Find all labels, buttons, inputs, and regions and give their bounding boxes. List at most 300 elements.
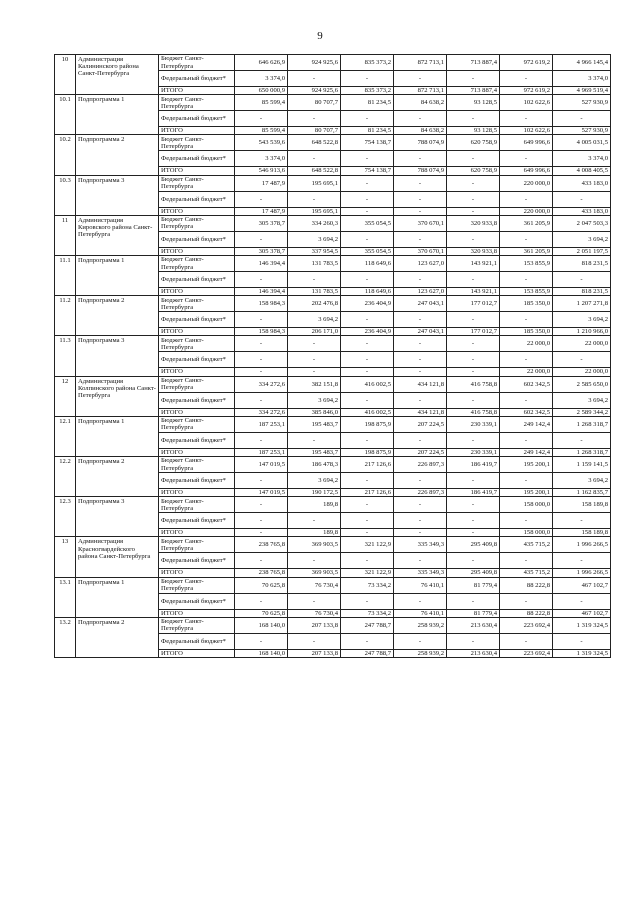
funding-source: Бюджет Санкт-Петербурга: [159, 457, 235, 473]
total-value: 416 002,5: [341, 408, 394, 416]
federal-budget-value: -: [288, 151, 341, 167]
federal-budget-value: -: [553, 633, 611, 649]
spb-budget-value: -: [341, 497, 394, 513]
total-value: 81 779,4: [447, 609, 500, 617]
funding-source: Федеральный бюджет*: [159, 473, 235, 489]
funding-source: Федеральный бюджет*: [159, 312, 235, 328]
total-value: 650 000,9: [235, 87, 288, 95]
total-value: -: [394, 207, 447, 215]
total-value: 185 350,0: [500, 328, 553, 336]
spb-budget-value: 433 183,0: [553, 175, 611, 191]
spb-budget-value: 602 342,5: [500, 376, 553, 392]
row-spb-budget: [55, 215, 611, 231]
total-value: 416 758,8: [447, 408, 500, 416]
item-number: 11.1: [55, 256, 76, 296]
total-value: 236 404,9: [341, 328, 394, 336]
federal-budget-value: 3 374,0: [553, 151, 611, 167]
spb-budget-value: 186 419,7: [447, 457, 500, 473]
federal-budget-value: -: [394, 111, 447, 127]
federal-budget-value: 3 694,2: [553, 231, 611, 247]
spb-budget-value: 22 000,0: [553, 336, 611, 352]
total-value: 2 589 344,2: [553, 408, 611, 416]
total-value: -: [341, 368, 394, 376]
spb-budget-value: 713 887,4: [447, 55, 500, 71]
federal-budget-value: -: [553, 111, 611, 127]
spb-budget-value: 321 122,9: [341, 537, 394, 553]
federal-budget-value: -: [288, 272, 341, 288]
item-number: 10.3: [55, 175, 76, 215]
funding-source: Федеральный бюджет*: [159, 352, 235, 368]
total-value: 223 692,4: [500, 649, 553, 657]
spb-budget-value: 147 019,5: [235, 457, 288, 473]
row-spb-budget: [55, 296, 611, 312]
funding-source: Бюджет Санкт-Петербурга: [159, 497, 235, 513]
total-value: 1 319 324,5: [553, 649, 611, 657]
spb-budget-value: 924 925,6: [288, 55, 341, 71]
total-value: 247 788,7: [341, 649, 394, 657]
spb-budget-value: 2 585 650,0: [553, 376, 611, 392]
row-spb-budget: [55, 537, 611, 553]
federal-budget-value: 3 374,0: [235, 71, 288, 87]
total-value: 118 649,6: [341, 288, 394, 296]
spb-budget-value: 70 625,8: [235, 577, 288, 593]
federal-budget-value: -: [341, 151, 394, 167]
item-name: Администрация Кировского района Санкт-Петербурга: [76, 215, 159, 255]
item-name: Подпрограмма 3: [76, 336, 159, 376]
spb-budget-value: 198 875,9: [341, 416, 394, 432]
total-value: 17 487,9: [235, 207, 288, 215]
total-value: 247 043,1: [394, 328, 447, 336]
total-value: -: [447, 529, 500, 537]
item-number: 10.1: [55, 95, 76, 135]
total-value: 2 051 197,5: [553, 247, 611, 255]
funding-source: Федеральный бюджет*: [159, 272, 235, 288]
spb-budget-value: 543 539,6: [235, 135, 288, 151]
row-spb-budget: [55, 577, 611, 593]
funding-source: ИТОГО: [159, 408, 235, 416]
spb-budget-value: 195 200,1: [500, 457, 553, 473]
spb-budget-value: 370 670,1: [394, 215, 447, 231]
spb-budget-value: 80 707,7: [288, 95, 341, 111]
federal-budget-value: -: [235, 473, 288, 489]
total-value: 835 373,2: [341, 87, 394, 95]
row-spb-budget: [55, 95, 611, 111]
spb-budget-value: 158 000,0: [500, 497, 553, 513]
federal-budget-value: -: [500, 633, 553, 649]
funding-source: Бюджет Санкт-Петербурга: [159, 296, 235, 312]
spb-budget-value: 620 758,9: [447, 135, 500, 151]
spb-budget-value: 93 128,5: [447, 95, 500, 111]
total-value: 620 758,9: [447, 167, 500, 175]
total-value: 527 930,9: [553, 127, 611, 135]
funding-source: Федеральный бюджет*: [159, 553, 235, 569]
total-value: 158 984,3: [235, 328, 288, 336]
spb-budget-value: 527 930,9: [553, 95, 611, 111]
total-value: 102 622,6: [500, 127, 553, 135]
federal-budget-value: -: [394, 191, 447, 207]
federal-budget-value: -: [394, 352, 447, 368]
federal-budget-value: -: [447, 593, 500, 609]
spb-budget-value: 223 692,4: [500, 617, 553, 633]
item-number: 10: [55, 55, 76, 95]
item-number: 13.2: [55, 617, 76, 657]
federal-budget-value: -: [447, 231, 500, 247]
row-spb-budget: [55, 497, 611, 513]
spb-budget-value: 258 939,2: [394, 617, 447, 633]
item-number: 11: [55, 215, 76, 255]
federal-budget-value: -: [235, 513, 288, 529]
total-value: 131 783,5: [288, 288, 341, 296]
federal-budget-value: -: [500, 392, 553, 408]
total-value: -: [447, 207, 500, 215]
spb-budget-value: 158 984,3: [235, 296, 288, 312]
federal-budget-value: -: [341, 553, 394, 569]
total-value: 788 074,9: [394, 167, 447, 175]
federal-budget-value: -: [288, 593, 341, 609]
federal-budget-value: -: [341, 71, 394, 87]
spb-budget-value: 361 205,9: [500, 215, 553, 231]
spb-budget-value: -: [447, 336, 500, 352]
total-value: -: [447, 368, 500, 376]
total-value: 158 000,0: [500, 529, 553, 537]
spb-budget-value: 818 231,5: [553, 256, 611, 272]
funding-source: Бюджет Санкт-Петербурга: [159, 617, 235, 633]
total-value: 22 000,0: [500, 368, 553, 376]
total-value: 73 334,2: [341, 609, 394, 617]
total-value: 177 012,7: [447, 328, 500, 336]
spb-budget-value: 81 234,5: [341, 95, 394, 111]
federal-budget-value: -: [500, 513, 553, 529]
federal-budget-value: -: [553, 593, 611, 609]
spb-budget-value: 249 142,4: [500, 416, 553, 432]
funding-source: ИТОГО: [159, 529, 235, 537]
spb-budget-value: 153 855,9: [500, 256, 553, 272]
federal-budget-value: -: [394, 633, 447, 649]
spb-budget-value: 2 047 503,3: [553, 215, 611, 231]
federal-budget-value: -: [500, 231, 553, 247]
funding-source: Федеральный бюджет*: [159, 151, 235, 167]
spb-budget-value: 754 138,7: [341, 135, 394, 151]
page-number: 9: [317, 30, 323, 42]
spb-budget-value: 76 730,4: [288, 577, 341, 593]
funding-source: ИТОГО: [159, 247, 235, 255]
row-spb-budget: [55, 336, 611, 352]
item-name: Администрация Колпинского района Санкт-Петербурга: [76, 376, 159, 416]
total-value: -: [288, 368, 341, 376]
spb-budget-value: 217 126,6: [341, 457, 394, 473]
federal-budget-value: -: [553, 513, 611, 529]
spb-budget-value: 168 140,0: [235, 617, 288, 633]
federal-budget-value: -: [394, 392, 447, 408]
funding-source: ИТОГО: [159, 207, 235, 215]
spb-budget-value: 220 000,0: [500, 175, 553, 191]
total-value: 146 394,4: [235, 288, 288, 296]
spb-budget-value: 972 619,2: [500, 55, 553, 71]
funding-source: ИТОГО: [159, 609, 235, 617]
total-value: 321 122,9: [341, 569, 394, 577]
total-value: 195 483,7: [288, 448, 341, 456]
federal-budget-value: -: [235, 352, 288, 368]
spb-budget-value: 335 349,3: [394, 537, 447, 553]
row-spb-budget: [55, 617, 611, 633]
total-value: 433 183,0: [553, 207, 611, 215]
federal-budget-value: -: [235, 312, 288, 328]
item-name: Подпрограмма 2: [76, 296, 159, 336]
federal-budget-value: 3 694,2: [553, 473, 611, 489]
spb-budget-value: 4 005 031,5: [553, 135, 611, 151]
item-name: Подпрограмма 2: [76, 135, 159, 175]
federal-budget-value: -: [341, 111, 394, 127]
federal-budget-value: -: [288, 553, 341, 569]
federal-budget-value: 3 374,0: [553, 71, 611, 87]
total-value: 123 627,0: [394, 288, 447, 296]
funding-source: Бюджет Санкт-Петербурга: [159, 95, 235, 111]
spb-budget-value: -: [341, 175, 394, 191]
spb-budget-value: 247 043,1: [394, 296, 447, 312]
funding-source: ИТОГО: [159, 328, 235, 336]
total-value: 217 126,6: [341, 489, 394, 497]
federal-budget-value: -: [553, 553, 611, 569]
federal-budget-value: -: [394, 312, 447, 328]
federal-budget-value: -: [447, 312, 500, 328]
spb-budget-value: -: [394, 336, 447, 352]
total-value: 305 378,7: [235, 247, 288, 255]
funding-source: Федеральный бюджет*: [159, 392, 235, 408]
spb-budget-value: 195 695,1: [288, 175, 341, 191]
spb-budget-value: 143 921,1: [447, 256, 500, 272]
funding-source: ИТОГО: [159, 127, 235, 135]
item-name: Подпрограмма 1: [76, 95, 159, 135]
spb-budget-value: 236 404,9: [341, 296, 394, 312]
funding-source: Бюджет Санкт-Петербурга: [159, 416, 235, 432]
federal-budget-value: -: [500, 473, 553, 489]
federal-budget-value: -: [235, 191, 288, 207]
spb-budget-value: 123 627,0: [394, 256, 447, 272]
total-value: 206 171,0: [288, 328, 341, 336]
total-value: 153 855,9: [500, 288, 553, 296]
spb-budget-value: 4 966 145,4: [553, 55, 611, 71]
spb-budget-value: 207 224,5: [394, 416, 447, 432]
total-value: 198 875,9: [341, 448, 394, 456]
federal-budget-value: 3 694,2: [288, 231, 341, 247]
federal-budget-value: -: [341, 473, 394, 489]
federal-budget-value: -: [447, 392, 500, 408]
federal-budget-value: -: [341, 513, 394, 529]
total-value: -: [341, 207, 394, 215]
total-value: 602 342,5: [500, 408, 553, 416]
total-value: 546 913,6: [235, 167, 288, 175]
total-value: 370 670,1: [394, 247, 447, 255]
spb-budget-value: 872 713,1: [394, 55, 447, 71]
federal-budget-value: -: [447, 151, 500, 167]
federal-budget-value: -: [235, 111, 288, 127]
row-spb-budget: [55, 256, 611, 272]
total-value: 76 410,1: [394, 609, 447, 617]
federal-budget-value: -: [288, 71, 341, 87]
funding-source: ИТОГО: [159, 489, 235, 497]
federal-budget-value: 3 694,2: [288, 312, 341, 328]
total-value: 249 142,4: [500, 448, 553, 456]
spb-budget-value: 382 151,8: [288, 376, 341, 392]
federal-budget-value: -: [341, 593, 394, 609]
spb-budget-value: 185 350,0: [500, 296, 553, 312]
funding-source: Бюджет Санкт-Петербурга: [159, 537, 235, 553]
federal-budget-value: -: [447, 513, 500, 529]
funding-source: ИТОГО: [159, 649, 235, 657]
spb-budget-value: 238 765,8: [235, 537, 288, 553]
spb-budget-value: 88 222,8: [500, 577, 553, 593]
total-value: 1 996 266,5: [553, 569, 611, 577]
total-value: 818 231,5: [553, 288, 611, 296]
federal-budget-value: -: [341, 191, 394, 207]
item-name: Подпрограмма 1: [76, 577, 159, 617]
federal-budget-value: -: [447, 111, 500, 127]
item-number: 10.2: [55, 135, 76, 175]
total-value: 76 730,4: [288, 609, 341, 617]
federal-budget-value: -: [447, 553, 500, 569]
total-value: 4 008 405,5: [553, 167, 611, 175]
total-value: 187 253,1: [235, 448, 288, 456]
federal-budget-value: -: [447, 191, 500, 207]
item-number: 12.2: [55, 457, 76, 497]
spb-budget-value: 1 207 271,8: [553, 296, 611, 312]
federal-budget-value: -: [447, 352, 500, 368]
total-value: 158 189,8: [553, 529, 611, 537]
spb-budget-value: 195 483,7: [288, 416, 341, 432]
spb-budget-value: 416 002,5: [341, 376, 394, 392]
spb-budget-value: 355 054,5: [341, 215, 394, 231]
spb-budget-value: 835 373,2: [341, 55, 394, 71]
federal-budget-value: -: [447, 71, 500, 87]
spb-budget-value: 213 630,4: [447, 617, 500, 633]
total-value: 84 638,2: [394, 127, 447, 135]
row-spb-budget: [55, 457, 611, 473]
item-number: 13.1: [55, 577, 76, 617]
item-name: Подпрограмма 2: [76, 617, 159, 657]
funding-source: Бюджет Санкт-Петербурга: [159, 55, 235, 71]
funding-source: Федеральный бюджет*: [159, 231, 235, 247]
spb-budget-value: -: [394, 175, 447, 191]
total-value: 435 715,2: [500, 569, 553, 577]
spb-budget-value: 305 378,7: [235, 215, 288, 231]
federal-budget-value: 3 374,0: [235, 151, 288, 167]
spb-budget-value: 84 638,2: [394, 95, 447, 111]
total-value: 226 897,3: [394, 489, 447, 497]
total-value: 230 339,1: [447, 448, 500, 456]
spb-budget-value: 207 133,8: [288, 617, 341, 633]
total-value: -: [235, 529, 288, 537]
total-value: 295 409,8: [447, 569, 500, 577]
total-value: 334 272,6: [235, 408, 288, 416]
funding-source: ИТОГО: [159, 87, 235, 95]
federal-budget-value: -: [500, 312, 553, 328]
federal-budget-value: -: [394, 272, 447, 288]
federal-budget-value: -: [288, 432, 341, 448]
spb-budget-value: -: [288, 336, 341, 352]
spb-budget-value: 1 159 141,5: [553, 457, 611, 473]
federal-budget-value: -: [394, 432, 447, 448]
item-name: Подпрограмма 1: [76, 416, 159, 456]
federal-budget-value: -: [500, 71, 553, 87]
total-value: 143 921,1: [447, 288, 500, 296]
spb-budget-value: 22 000,0: [500, 336, 553, 352]
total-value: 872 713,1: [394, 87, 447, 95]
federal-budget-value: -: [235, 593, 288, 609]
federal-budget-value: -: [500, 272, 553, 288]
total-value: 434 121,8: [394, 408, 447, 416]
federal-budget-value: -: [447, 272, 500, 288]
funding-source: Бюджет Санкт-Петербурга: [159, 336, 235, 352]
spb-budget-value: 187 253,1: [235, 416, 288, 432]
row-spb-budget: [55, 376, 611, 392]
item-number: 13: [55, 537, 76, 577]
federal-budget-value: -: [447, 473, 500, 489]
federal-budget-value: -: [235, 633, 288, 649]
federal-budget-value: -: [235, 553, 288, 569]
federal-budget-value: -: [288, 111, 341, 127]
total-value: 4 969 519,4: [553, 87, 611, 95]
funding-source: Бюджет Санкт-Петербурга: [159, 577, 235, 593]
spb-budget-value: 102 622,6: [500, 95, 553, 111]
item-number: 11.3: [55, 336, 76, 376]
spb-budget-value: 1 268 318,7: [553, 416, 611, 432]
federal-budget-value: -: [288, 513, 341, 529]
spb-budget-value: 158 189,8: [553, 497, 611, 513]
funding-source: Федеральный бюджет*: [159, 593, 235, 609]
item-name: Администрация Калининского района Санкт-Петербурга: [76, 55, 159, 95]
total-value: 147 019,5: [235, 489, 288, 497]
funding-source: Федеральный бюджет*: [159, 111, 235, 127]
spb-budget-value: -: [394, 497, 447, 513]
funding-source: ИТОГО: [159, 569, 235, 577]
federal-budget-value: 3 694,2: [553, 392, 611, 408]
spb-budget-value: 334 272,6: [235, 376, 288, 392]
spb-budget-value: 648 522,8: [288, 135, 341, 151]
spb-budget-value: -: [447, 497, 500, 513]
federal-budget-value: -: [394, 71, 447, 87]
total-value: 189,8: [288, 529, 341, 537]
federal-budget-value: 3 694,2: [288, 473, 341, 489]
federal-budget-value: -: [553, 191, 611, 207]
row-spb-budget: [55, 135, 611, 151]
spb-budget-value: -: [235, 336, 288, 352]
federal-budget-value: -: [394, 513, 447, 529]
federal-budget-value: 3 694,2: [288, 392, 341, 408]
total-value: 385 846,0: [288, 408, 341, 416]
total-value: 70 625,8: [235, 609, 288, 617]
federal-budget-value: 3 694,2: [553, 312, 611, 328]
funding-source: Бюджет Санкт-Петербурга: [159, 135, 235, 151]
federal-budget-value: -: [500, 151, 553, 167]
spb-budget-value: 17 487,9: [235, 175, 288, 191]
spb-budget-value: 434 121,8: [394, 376, 447, 392]
total-value: 754 138,7: [341, 167, 394, 175]
federal-budget-value: -: [500, 191, 553, 207]
federal-budget-value: -: [500, 432, 553, 448]
federal-budget-value: -: [553, 352, 611, 368]
federal-budget-value: -: [341, 392, 394, 408]
federal-budget-value: -: [288, 191, 341, 207]
total-value: 1 268 318,7: [553, 448, 611, 456]
row-spb-budget: [55, 175, 611, 191]
total-value: 649 996,6: [500, 167, 553, 175]
total-value: 369 903,5: [288, 569, 341, 577]
federal-budget-value: -: [553, 272, 611, 288]
spb-budget-value: 416 758,8: [447, 376, 500, 392]
total-value: 924 925,6: [288, 87, 341, 95]
federal-budget-value: -: [394, 473, 447, 489]
total-value: 972 619,2: [500, 87, 553, 95]
